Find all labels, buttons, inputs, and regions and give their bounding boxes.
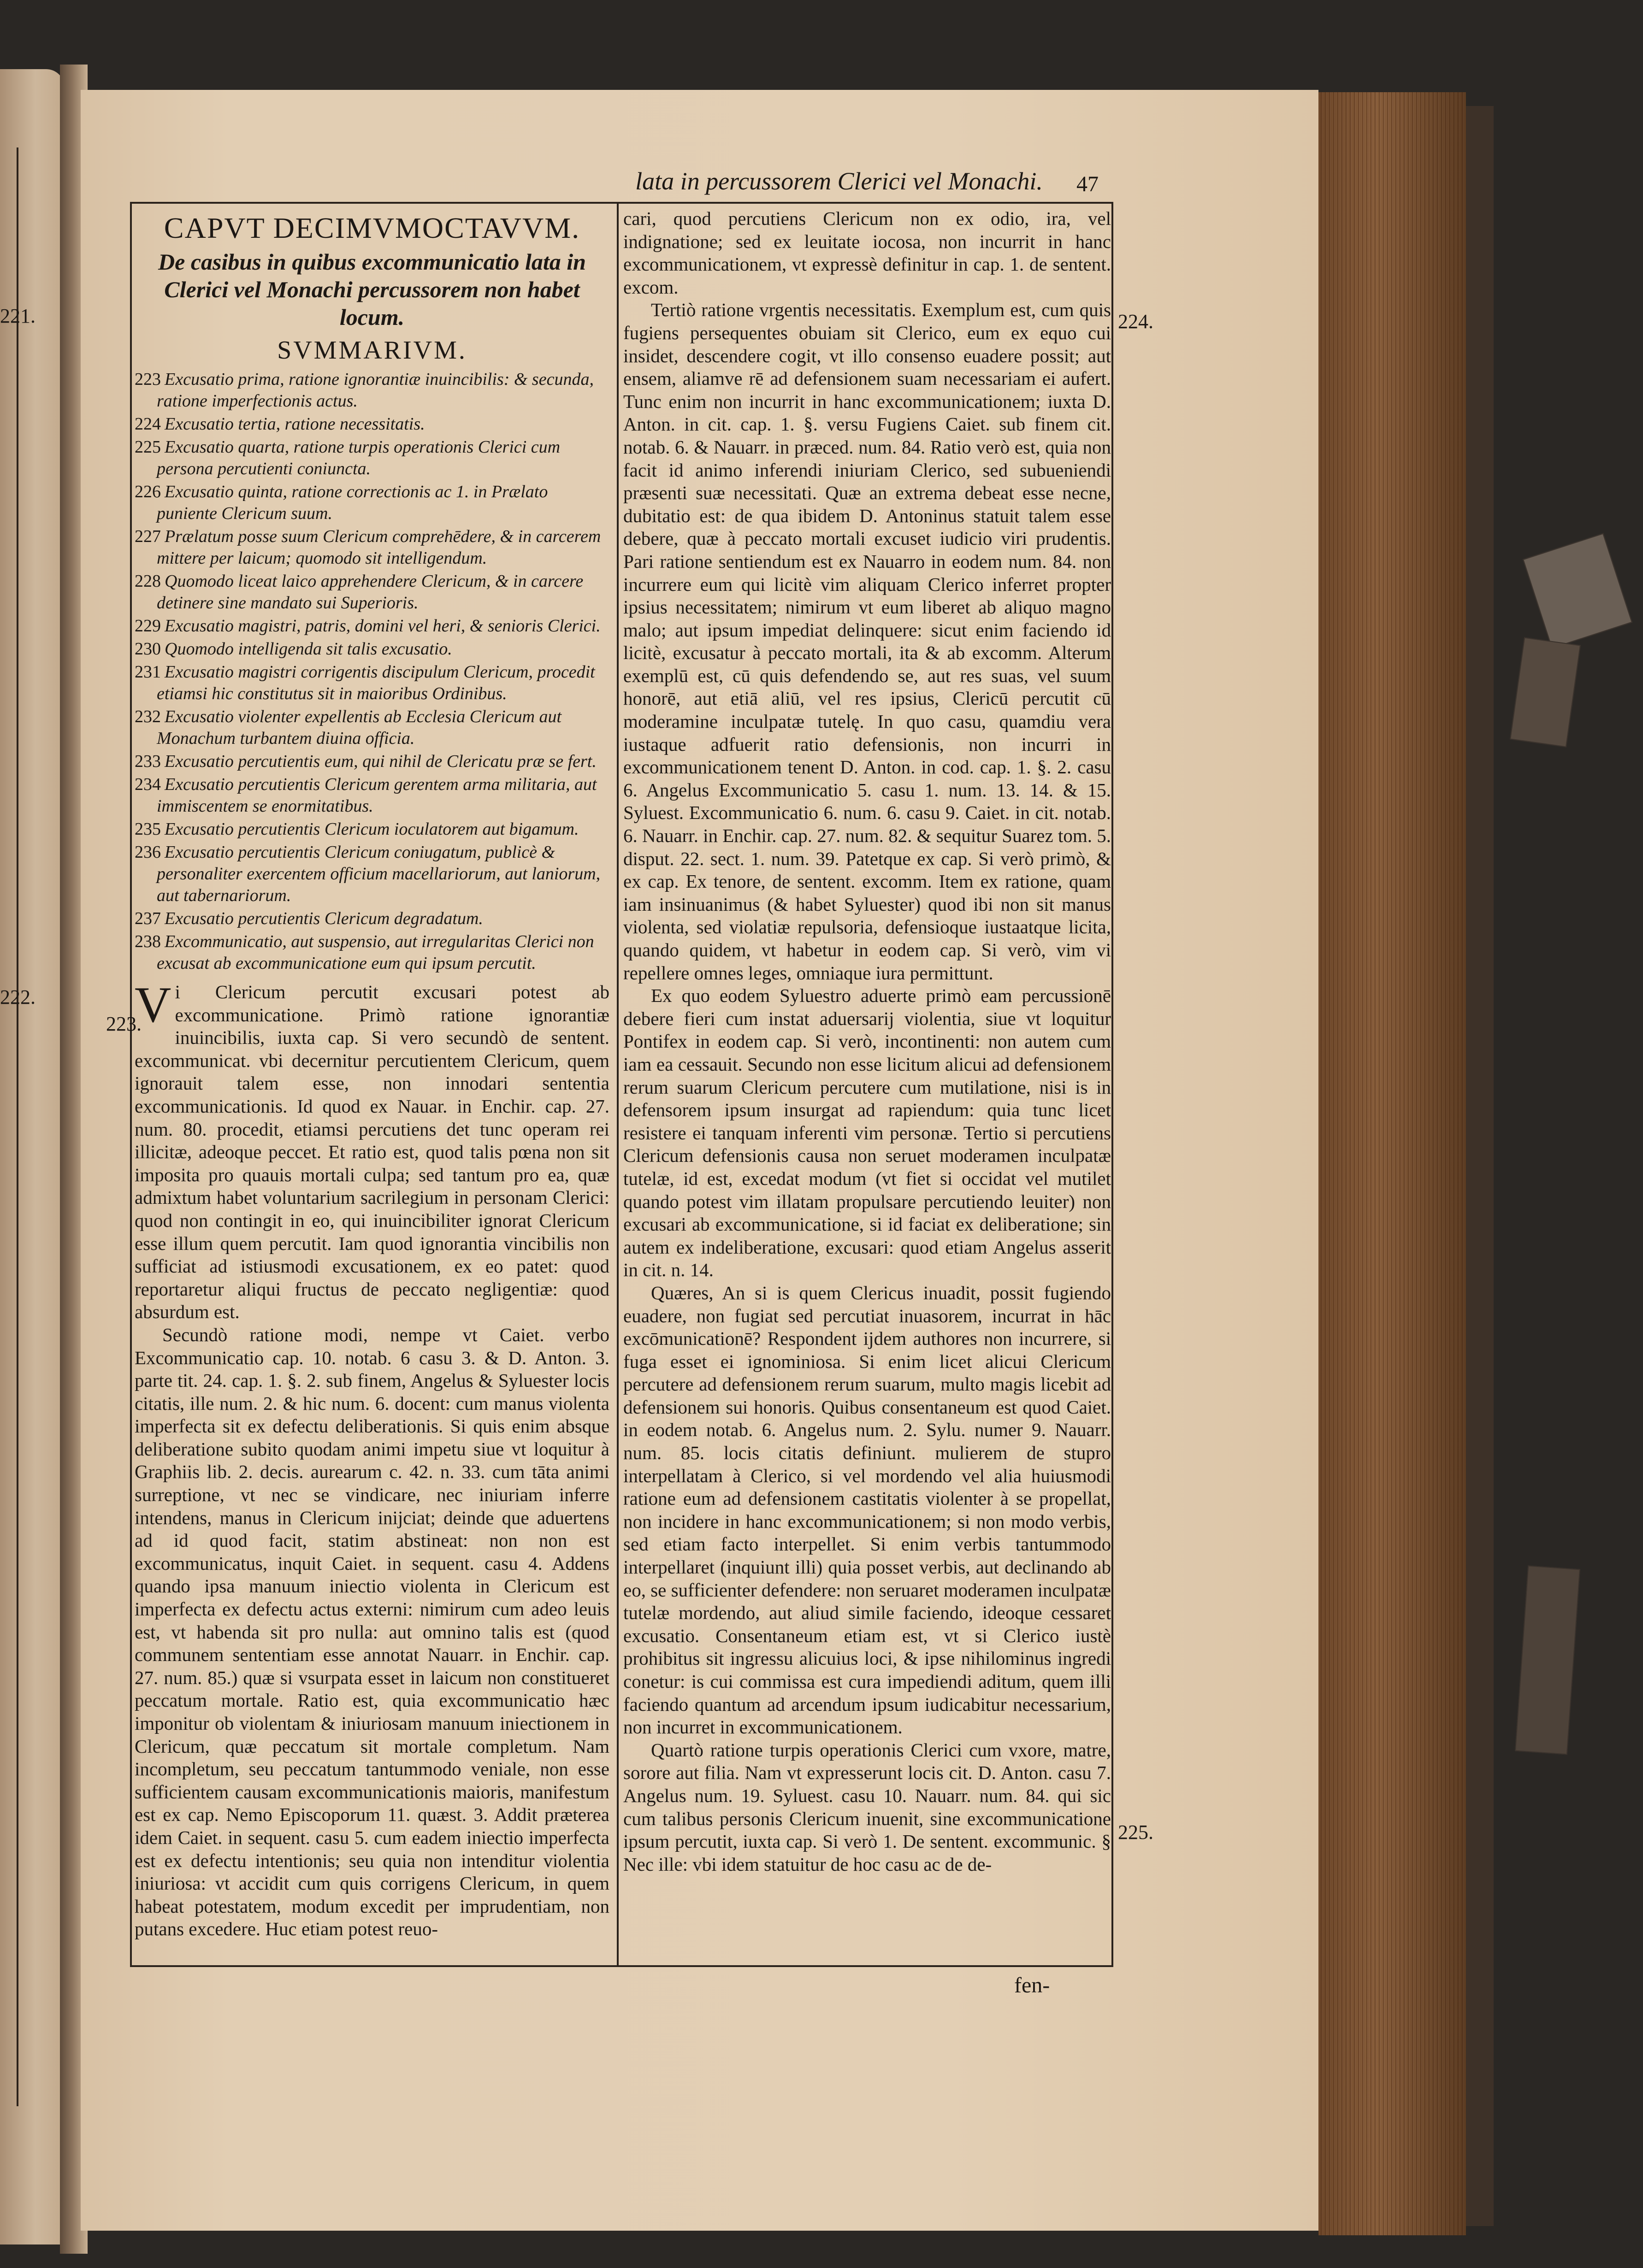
body-paragraph: cari, quod percutiens Clericum non ex odio, ira, vel indignatione; sed ex leuitate iocosa, non incurrit in hanc excommunicationem, vt expressè definitur in cap. 1. de sentent. excom. — [623, 208, 1111, 298]
summary-item: 223 Excusatio prima, ratione ignorantiæ inuincibilis: & secunda, ratione imperfectionis actus. — [135, 370, 594, 411]
body-paragraph: Tertiò ratione vrgentis necessitatis. Exemplum est, cum quis fugiens persequentes obuiam sit Clerico, eum ex equo cui insidet, descendere cogit, vt illo consenso euadere possit; aut ensem, aliamve rē ad defensionem suam necessariam ei aufert. Tunc enim non incurrit in hanc excommunicationem; iuxta D. Anton. in cit. cap. 1. §. versu Fugiens Caiet. sub finem cit. notab. 6. & Nauarr. in præced. num. 84. Ratio verò est, quia non facit id animo inferendi iniuriam Clerico, sed subueniendi præsenti suæ necessitati. Quæ an extrema debeat esse necne, dubitatio est: de qua ibidem D. Antoninus statuit talem esse debere, quæ à peccato mortali excuset iudicio viri prudentis. Pari ratione sentiendum est ex Nauarro in eodem num. 84. non incurrere eum qui licitè vim aliquam Clerico inferret propter ipsius necessitatem; nimirum vt eum liberet ab aliquo magno malo; aut ipsum impediat delinquere: sicut enim faciendo id licitè, excusatur à peccato mortali, ita & ab excomm. Alterum exemplū est, cū quis defendendo se, aut res suas, vel suum honorē, aut etiā aliū, vel res ipsius, Clericū percutit cū moderamine inculpatæ tutelę. In quo casu, quamdiu vera iustaque adfuerit ratio defensionis, non incurri in excommunicationem tenent D. Anton. in cod. cap. 1. §. 2. casu 6. Angelus Excommunicatio 5. casu 1. num. 13. 14. & 15. Syluest. Excommunicatio 6. num. 6. casu 9. Caiet. in cit. notab. 6. Nauarr. in Enchir. cap. 27. num. 82. & sequitur Suarez tom. 5. disput. 22. sect. 1. num. 39. Patetque ex cap. Si verò primò, & ex cap. Ex tenore, de sentent. excomm. Item ex ratione, quam iam insinuanimus (& habet Syluester) quod ibi non sit manus violenta, sed violatiæ repulsoria, defensioque iustaatque licita, quando quidem, vt habetur in eodem cap. Si verò, vim vi repellere omnes leges, omniaque iura permittunt. — [623, 299, 1111, 984]
summary-item: 229 Excusatio magistri, patris, domini vel heri, & senioris Clerici. — [135, 616, 601, 636]
right-column — [623, 207, 1111, 1963]
summary-list — [135, 369, 609, 974]
bookmark-tab — [1515, 1566, 1580, 1755]
summary-item: 230 Quomodo intelligenda sit talis excusatio. — [135, 639, 452, 659]
summary-item: 227 Prælatum posse suum Clericum comprehēdere, & in carcerem mittere per laicum; quomodo sit intelligendum. — [135, 527, 601, 568]
summary-item: 224 Excusatio tertia, ratione necessitatis. — [135, 414, 425, 434]
column-rule — [617, 204, 619, 1965]
margin-number: 223. — [106, 1013, 142, 1035]
summary-item: 238 Excommunicatio, aut suspensio, aut irregularitas Clerici non excusat ab excommunicatione eum qui ipsum percutit. — [135, 932, 594, 973]
book-cover — [1466, 106, 1494, 2226]
page-number: 47 — [1076, 172, 1099, 196]
summary-item: 236 Excusatio percutientis Clericum coniugatum, publicè & personaliter exercentem officium macellariorum, aut laniorum, aut tabernariorum. — [135, 842, 601, 905]
summary-item: 237 Excusatio percutientis Clericum degradatum. — [135, 909, 483, 928]
summary-item: 231 Excusatio magistri corrigentis discipulum Clericum, procedit etiamsi hic constitutus sit in maioribus Ordinibus. — [135, 662, 595, 703]
summary-item: 225 Excusatio quarta, ratione turpis operationis Clerici cum persona percutienti coniuncta. — [135, 437, 561, 478]
left-column — [135, 207, 609, 1963]
facing-page-edge — [0, 69, 65, 2244]
bookmark-tab — [1523, 533, 1632, 649]
body-paragraph: Vi Clericum percutit excusari potest ab excommunicatione. Primò ratione ignorantiæ inuincibilis, iuxta cap. Si vero secundò de sentent. excommunicat. vbi decernitur percutientem Clericum, quem ignorauit talem esse, non innodari sententia excommunicationis. Id quod ex Nauar. in Enchir. cap. 27. num. 80. procedit, etiamsi percutiens det tunc operam rei illicitæ, adeoque peccet. Et ratio est, quod talis pœna non sit imposita pro quauis mortali culpa; sed tantum pro ea, quæ admixtum habet voluntarium sacrilegium in personam Clerici: quod non contingit in eo, qui inuincibiliter ignorat Clericum esse illum quem percutit. Iam quod ignorantia vincibilis non sufficiat ad istiusmodi excusationem, ex eo patet: quod reportaretur aliqui fructus de peccato negligentiæ: quod absurdum est. — [135, 977, 609, 1323]
chapter-title: CAPVT DECIMVMOCTAVVM. — [164, 212, 580, 244]
running-head: lata in percussorem Clerici vel Monachi. — [635, 167, 1043, 195]
body-paragraph: Ex quo eodem Syluestro aduerte primò eam percussionē debere fieri cum instat aduersarij violentia, siue vt loquitur Pontifex in eodem cap. Si verò, incontinenti: non autem cum iam ea cessauit. Secundo non esse licitum alicui ad defensionem rerum suarum Clericum percutere cum mutilatione, nisi is in defensorem ipsum insurgat ad rapiendum: quia tunc licet resistere ei tanquam inferenti vim personæ. Tertio si percutiens Clericum defensionis causa non seruet moderamen inculpatæ tutelæ, id est, excedat modum (vt fiet si occidat vel mutilet quando potest vim illatam propulsare percutiendo leuiter) non excusari ab excommunicatione, si id faciat ex deliberatione; sin autem ex indeliberatione, excusari: quod etiam Angelus asserit in cit. n. 14. — [623, 985, 1111, 1281]
body-paragraph: Secundò ratione modi, nempe vt Caiet. verbo Excommunicatio cap. 10. notab. 6 casu 3. & D. Anton. 3. parte tit. 24. cap. 1. §. 2. sub finem, Angelus & Syluester locis citatis, ille num. 2. & hic num. 6. docent: cum manus violenta imperfecta sit ex defectu deliberationis. Si quis enim absque deliberatione subito quodam animi impetu siue vt loquitur à Graphiis lib. 2. decis. aurearum c. 42. n. 33. cum tāta animi surreptione, vt nec se vindicare, nec iniuriam inferre intendens, manus in Clericum inijciat; deinde que aduertens ad id quod facit, statim abstineat: non non est excommunicatus, inquit Caiet. in sequent. casu 4. Addens quando ipsa manuum iniectio violenta in Clericum est imperfecta ex defectu actus externi: nimirum cum adeo leuis est, vt habenda sit pro nulla: aut omnino talis est (quod communem sententiam esse annotat Nauarr. in Enchir. cap. 27. num. 85.) quæ si vsurpata esset in laicum non constitueret peccatum mortale. Ratio est, quia excommunicatio hæc imponitur ob violentam & iniuriosam manuum iniectionem in Clericum, quæ peccatum sit mortale completum. Nam incompletum, seu peccatum tantummodo veniale, non esse sufficientem causam excommunicationis maioris, manifestum est ex cap. Nemo Episcoporum 11. quæst. 3. Addit præterea idem Caiet. in sequent. casu 5. cum eadem iniectio imperfecta est ex defectu intentionis; seu quia non intenditur violentia iniuriosa: vt accidit cum quis corrigens Clericum, in quem habeat potestatem, modum excedit per imprudentiam, non putans excedere. Huc etiam potest reuo- — [135, 1324, 609, 1940]
facing-page-rule — [17, 147, 18, 2106]
summary-item: 226 Excusatio quinta, ratione correctionis ac 1. in Prælato puniente Clericum suum. — [135, 482, 548, 523]
summary-item: 234 Excusatio percutientis Clericum gerentem arma militaria, aut immiscentem se enormitatibus. — [135, 775, 597, 816]
bookmark-tab — [1510, 637, 1581, 747]
margin-number: 224. — [1118, 310, 1153, 333]
summary-item: 235 Excusatio percutientis Clericum ioculatorem aut bigamum. — [135, 819, 579, 839]
body-paragraph: Quartò ratione turpis operationis Clerici cum vxore, matre, sorore aut filia. Nam vt expresserunt locis cit. D. Anton. casu 7. Angelus num. 19. Syluest. casu 10. Nauarr. num. 84. qui sic cum talibus personis Clericum inuenit, sine excommunicatione ipsum percutit, iuxta cap. Si verò 1. De sentent. excommunic. § Nec ille: vbi idem statuitur de hoc casu ac de de- — [623, 1739, 1111, 1875]
margin-number-facing: 221. — [0, 305, 35, 327]
summary-heading: SVMMARIVM. — [277, 336, 467, 365]
body-paragraph: Quæres, An si is quem Clericus inuadit, possit fugiendo euadere, non fugiat sed percutiat inuasorem, incurrat in hāc excōmunicationē? Respondent ijdem authores non incurrere, si fuga esset ei ignominiosa. Si enim licet alicui Clericum percutere ad defensionem rerum suarum, multo magis licebit ad defensionem sui honoris. Quibus consentaneum est quod Caiet. in eodem notab. 6. Angelus num. 2. Sylu. numer 9. Nauarr. num. 85. locis citatis definiunt. mulierem de stupro interpellatam à Clerico, si vel mordendo vel alia huiusmodi ratione eum ad defensionem castitatis violenter à se propellat, non incidere in hanc excommunicationem; si non modo verbis, sed etiam facto interpellet. Si enim verbis tantummodo interpellaret (inquiunt illi) quia posset verbis, aut declinando ab eo, se sufficienter defendere: non seruaret moderamen inculpatæ tutelæ mordendo, aut aliud simile faciendo, ideoque cessaret excusatio. Consentaneum etiam est, vt si Clerico iustè prohibitus sit ingressu alicuius loci, & ipse nihilominus ingredi conetur: is cui commissa est cura impediendi aditum, quem illi faciendo quantum ad arcendum ipsum iudicabitur necessarium, non incurret in excommunicationem. — [623, 1282, 1111, 1738]
summary-item: 228 Quomodo liceat laico apprehendere Clericum, & in carcere detinere sine mandato sui Superioris. — [135, 571, 584, 613]
chapter-subtitle: De casibus in quibus excommunicatio lata in Clerici vel Monachi percussorem non habet locum. — [158, 249, 586, 330]
summary-item: 233 Excusatio percutientis eum, qui nihil de Clericatu præ se fert. — [135, 752, 597, 771]
page-block-shade — [1318, 92, 1466, 2235]
summary-item: 232 Excusatio violenter expellentis ab Ecclesia Clericum aut Monachum turbantem diuina officia. — [135, 707, 562, 748]
margin-number-facing: 222. — [0, 986, 35, 1008]
catchword: fen- — [1014, 1973, 1050, 1997]
margin-number: 225. — [1118, 1821, 1153, 1844]
